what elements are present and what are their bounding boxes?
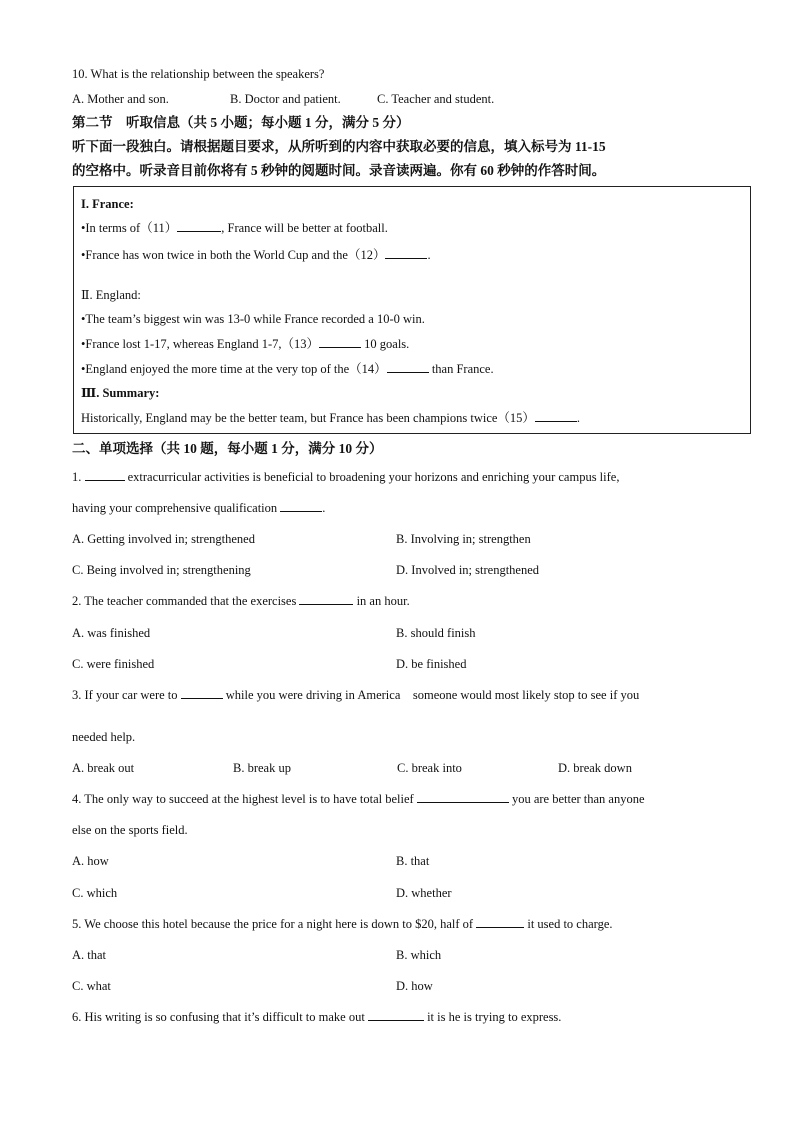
- box-line-12-text-a: •France has won twice in both the World Cup and the（12）: [81, 248, 386, 262]
- q5-option-a[interactable]: A. that: [72, 948, 107, 962]
- q2-option-c[interactable]: C. were finished: [72, 657, 155, 671]
- q1-option-a[interactable]: A. Getting involved in; strengthened: [72, 532, 255, 546]
- q6-stem-text-a: 6. His writing is so confusing that it’s difficult to make out: [72, 1010, 365, 1024]
- box-line-14: [81, 361, 494, 377]
- q3-stem-line1: [72, 687, 639, 703]
- q2-stem: [72, 593, 410, 609]
- box-heading-summary: Ⅲ. Summary:: [81, 386, 160, 400]
- section2-title: 第二节 听取信息（共 5 小题；每小题 1 分，满分 5 分）: [72, 115, 410, 130]
- box-line-14-text-b: than France.: [431, 362, 494, 376]
- box-line-15-text-b: .: [576, 411, 581, 425]
- q2-option-d[interactable]: D. be finished: [396, 657, 467, 671]
- q4-blank[interactable]: [417, 791, 509, 803]
- q5-option-d[interactable]: D. how: [396, 979, 433, 993]
- q2-option-b[interactable]: B. should finish: [396, 626, 476, 640]
- box-line-12-text-b: .: [427, 248, 431, 262]
- box-line-biggest-win: •The team’s biggest win was 13-0 while France recorded a 10-0 win.: [81, 312, 425, 326]
- box-line-15-text-a: Historically, England may be the better team, but France has been champions twice（15）: [81, 411, 535, 425]
- answer-blank-14[interactable]: [387, 361, 429, 373]
- q1-stem-text: extracurricular activities is beneficial to broadening your horizons and enriching your campus life,: [127, 470, 620, 484]
- box-line-15: [81, 410, 580, 426]
- q4-stem-line1: [72, 791, 645, 807]
- q5-option-b[interactable]: B. which: [396, 948, 442, 962]
- box-heading-france: I. France:: [81, 197, 134, 211]
- box-heading-england: Ⅱ. England:: [81, 288, 141, 302]
- q4-stem-line2: else on the sports field.: [72, 823, 188, 837]
- q3-option-c[interactable]: C. break into: [397, 761, 462, 775]
- q3-option-a[interactable]: A. break out: [72, 761, 135, 775]
- q6-blank[interactable]: [368, 1009, 424, 1021]
- answer-blank-12[interactable]: [385, 247, 427, 259]
- box-line-13-text-a: •France lost 1-17, whereas England 1-7,（13）: [81, 337, 320, 351]
- q1-option-b[interactable]: B. Involving in; strengthen: [396, 532, 531, 546]
- q1-option-c[interactable]: C. Being involved in; strengthening: [72, 563, 251, 577]
- q1-stem-text-2: having your comprehensive qualification: [72, 501, 278, 515]
- answer-blank-15[interactable]: [535, 410, 577, 422]
- q4-option-b[interactable]: B. that: [396, 854, 430, 868]
- q10-option-c[interactable]: C. Teacher and student.: [377, 92, 495, 106]
- q3-blank[interactable]: [181, 687, 223, 699]
- q2-blank[interactable]: [299, 593, 353, 605]
- part2-title: 二、单项选择（共 10 题，每小题 1 分，满分 10 分）: [72, 441, 383, 456]
- q4-stem-text-a: 4. The only way to succeed at the highest level is to have total belief: [72, 792, 414, 806]
- answer-blank-11[interactable]: [177, 220, 221, 232]
- q1-stem-line1: [72, 469, 619, 485]
- q3-option-d[interactable]: D. break down: [558, 761, 632, 775]
- q5-stem: [72, 916, 613, 932]
- box-line-14-text-a: •England enjoyed the more time at the very top of the（14）: [81, 362, 387, 376]
- q2-stem-text-b: in an hour.: [356, 594, 410, 608]
- q2-stem-text-a: 2. The teacher commanded that the exercises: [72, 594, 297, 608]
- q10-stem: 10. What is the relationship between the speakers?: [72, 67, 325, 81]
- q4-stem-text-b: you are better than anyone: [511, 792, 645, 806]
- q3-stem-line2: needed help.: [72, 730, 136, 744]
- box-line-11: [81, 220, 388, 236]
- q1-stem-line2: [72, 500, 325, 516]
- q2-option-a[interactable]: A. was finished: [72, 626, 151, 640]
- q10-option-a[interactable]: A. Mother and son.: [72, 92, 169, 106]
- box-line-13: [81, 336, 409, 352]
- q3-option-b[interactable]: B. break up: [233, 761, 291, 775]
- q4-option-c[interactable]: C. which: [72, 886, 118, 900]
- box-line-12: [81, 247, 431, 263]
- q1-option-d[interactable]: D. Involved in; strengthened: [396, 563, 540, 577]
- q6-stem: [72, 1009, 561, 1025]
- q4-option-d[interactable]: D. whether: [396, 886, 452, 900]
- q6-stem-text-b: it is he is trying to express.: [427, 1010, 562, 1024]
- section2-instruction-line2: 的空格中。听录音目前你将有 5 秒钟的阅题时间。录音读两遍。你有 60 秒钟的作答时间。: [72, 163, 606, 178]
- box-line-11-text-a: •In terms of（11）: [81, 221, 178, 235]
- q10-option-b[interactable]: B. Doctor and patient.: [230, 92, 341, 106]
- q1-stem-end: .: [322, 501, 326, 515]
- q3-stem-text-a: 3. If your car were to: [72, 688, 178, 702]
- q5-option-c[interactable]: C. what: [72, 979, 111, 993]
- section2-instruction-line1: 听下面一段独白。请根据题目要求，从所听到的内容中获取必要的信息，填入标号为 11-15: [72, 139, 606, 154]
- q5-stem-text-a: 5. We choose this hotel because the price for a night here is down to $20, half of: [72, 917, 474, 931]
- box-line-13-text-b: 10 goals.: [364, 337, 410, 351]
- q3-stem-text-c: someone would most likely stop to see if you: [412, 688, 640, 702]
- q3-stem-text-b: while you were driving in America: [225, 688, 401, 702]
- q1-blank-2[interactable]: [280, 500, 322, 512]
- q5-blank[interactable]: [476, 916, 524, 928]
- q1-number: 1.: [72, 470, 82, 484]
- q4-option-a[interactable]: A. how: [72, 854, 109, 868]
- answer-blank-13[interactable]: [319, 336, 361, 348]
- listening-info-box: [73, 186, 751, 434]
- q5-stem-text-b: it used to charge.: [527, 917, 613, 931]
- q1-blank-1[interactable]: [85, 469, 125, 481]
- box-line-11-text-b: , France will be better at football.: [221, 221, 388, 235]
